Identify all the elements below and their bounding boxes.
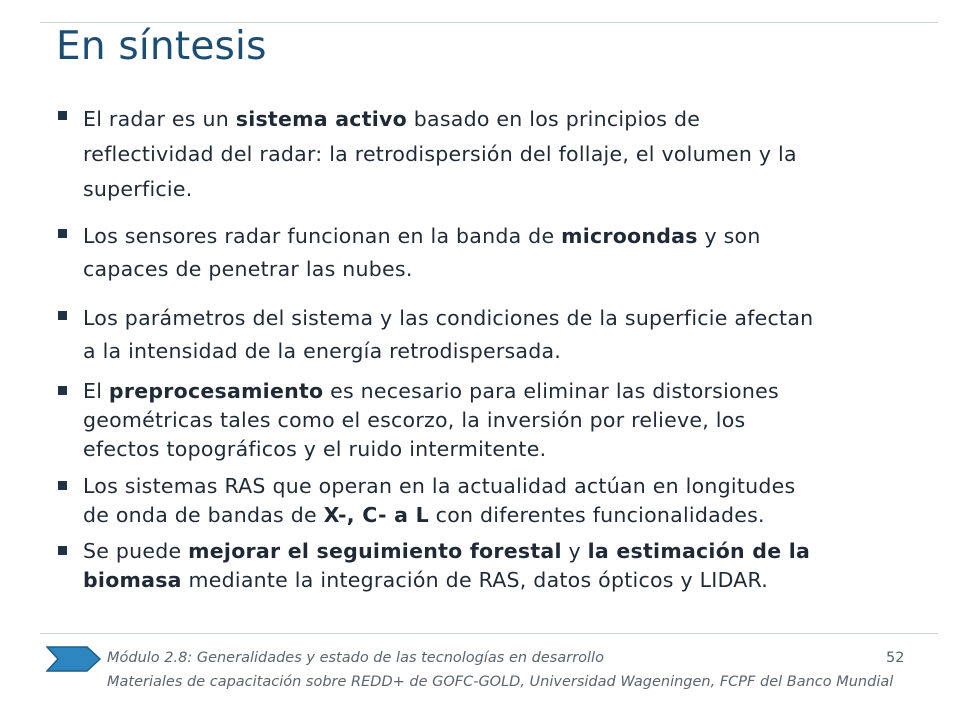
bullet-line	[83, 472, 926, 501]
text-run: mediante la integración de RAS, datos ópticos y LIDAR.	[181, 568, 769, 592]
bottom-divider	[40, 633, 938, 634]
page-number: 52	[886, 650, 905, 666]
text-run: El	[83, 379, 109, 403]
bullet-text	[83, 302, 926, 368]
top-divider	[40, 22, 938, 23]
bullet-text	[83, 377, 926, 464]
bullet-item	[56, 537, 926, 595]
text-run: es necesario para eliminar las distorsiones	[323, 379, 779, 403]
text-run: y son	[697, 224, 761, 248]
bullet-item	[56, 220, 926, 286]
text-run: a la intensidad de la energía retrodispersada.	[83, 339, 562, 363]
bold-text: microondas	[561, 224, 698, 248]
square-bullet-icon	[58, 546, 67, 555]
bullet-line	[83, 377, 926, 406]
bullet-text	[83, 102, 926, 207]
footer-module: Módulo 2.8: Generalidades y estado de las tecnologías en desarrollo	[107, 650, 604, 666]
bullet-item	[56, 302, 926, 368]
bold-text: sistema activo	[235, 107, 407, 131]
text-run: y	[561, 539, 588, 563]
text-run: con diferentes funcionalidades.	[428, 503, 765, 527]
bullet-line	[83, 406, 926, 435]
bullet-line	[83, 137, 926, 172]
text-run: El radar es un	[83, 107, 236, 131]
footer-credits: Materiales de capacitación sobre REDD+ de GOFC-GOLD, Universidad Wageningen, FCPF del Banco Mundial	[107, 674, 894, 690]
bullet-item	[56, 472, 926, 530]
text-run: Los sensores radar funcionan en la banda de	[83, 224, 562, 248]
bullet-item	[56, 102, 926, 207]
square-bullet-icon	[58, 111, 67, 120]
bullet-line	[83, 335, 926, 368]
slide-title: En síntesis	[56, 24, 267, 69]
text-run: Los sistemas RAS que operan en la actualidad actúan en longitudes	[83, 474, 796, 498]
bullet-line	[83, 501, 926, 530]
text-run: efectos topográficos y el ruido intermitente.	[83, 437, 547, 461]
bullet-line	[83, 435, 926, 464]
bullet-line	[83, 253, 926, 286]
square-bullet-icon	[58, 229, 67, 238]
text-run: basado en los principios de	[406, 107, 701, 131]
bold-text: la estimación de la	[587, 539, 811, 563]
square-bullet-icon	[58, 481, 67, 490]
bullet-line	[83, 537, 926, 566]
bullet-line	[83, 102, 926, 137]
square-bullet-icon	[58, 386, 67, 395]
bullet-text	[83, 472, 926, 530]
bold-text: preprocesamiento	[108, 379, 324, 403]
bold-text: X-, C- a L	[323, 503, 429, 527]
bullet-line	[83, 566, 926, 595]
bullet-line	[83, 172, 926, 207]
text-run: Se puede	[83, 539, 189, 563]
bullet-text	[83, 220, 926, 286]
text-run: geométricas tales como el escorzo, la inversión por relieve, los	[83, 408, 746, 432]
text-run: de onda de bandas de	[83, 503, 324, 527]
bold-text: biomasa	[83, 568, 182, 592]
chevron-arrow-icon	[46, 646, 102, 672]
text-run: Los parámetros del sistema y las condiciones de la superficie afectan	[83, 306, 814, 330]
bullet-line	[83, 220, 926, 253]
bullet-text	[83, 537, 926, 595]
text-run: reflectividad del radar: la retrodispersión del follaje, el volumen y la	[83, 142, 797, 166]
bullet-item	[56, 377, 926, 464]
bold-text: mejorar el seguimiento forestal	[188, 539, 562, 563]
text-run: superficie.	[83, 177, 193, 201]
bullet-line	[83, 302, 926, 335]
text-run: capaces de penetrar las nubes.	[83, 257, 413, 281]
square-bullet-icon	[58, 311, 67, 320]
